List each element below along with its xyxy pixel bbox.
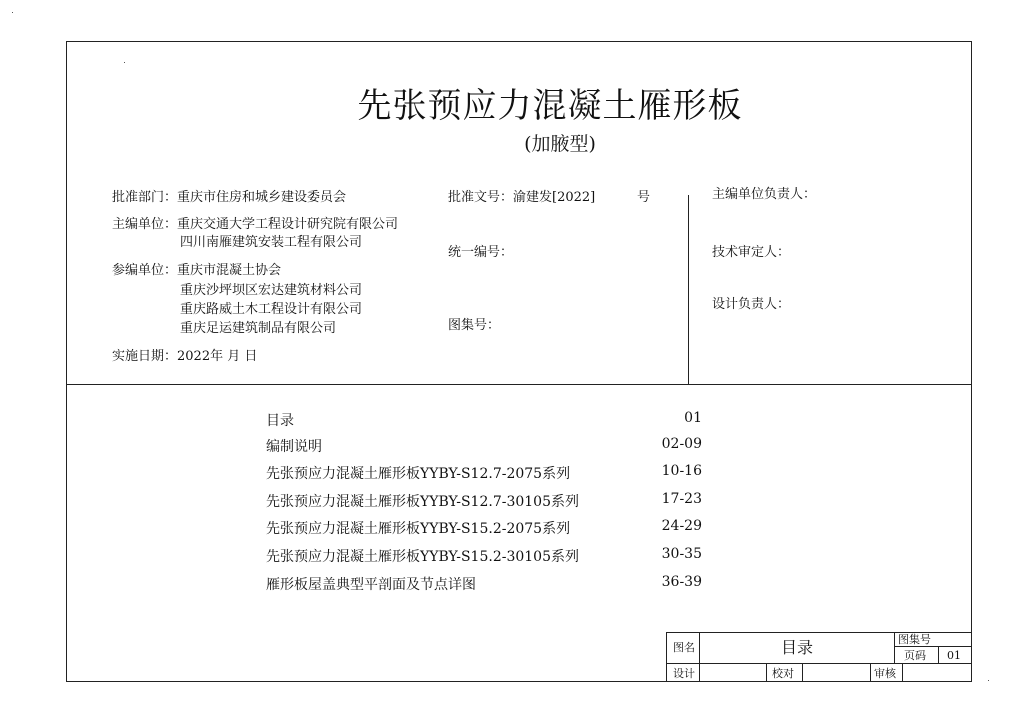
toc-item-name[interactable]: 雁形板屋盖典型平剖面及节点详图 (266, 577, 476, 593)
check-label: 校对 (772, 667, 794, 680)
toc-item-name[interactable]: 先张预应力混凝土雁形板YYBY-S15.2-2075系列 (266, 521, 571, 537)
participant-unit: 重庆沙坪坝区宏达建筑材料公司 (180, 283, 363, 298)
editor-unit: 四川南雁建筑安装工程有限公司 (180, 235, 363, 250)
toc-item-name[interactable]: 目录 (266, 413, 294, 429)
design-lead: 设计负责人： (712, 297, 791, 312)
chief-editor: 主编单位负责人： (712, 187, 817, 202)
participant-unit: 参编单位：重庆市混凝土协会 (112, 263, 282, 278)
toc-item-pages: 17-23 (661, 491, 702, 507)
toc-item-pages: 01 (684, 410, 702, 426)
atlas-number: 图集号： (448, 318, 501, 333)
page-title: 先张预应力混凝土雁形板 (357, 86, 743, 126)
toc-item-name[interactable]: 先张预应力混凝土雁形板YYBY-S12.7-30105系列 (266, 494, 579, 510)
atlas-label: 图集号 (898, 633, 931, 646)
review-label: 审核 (874, 667, 896, 680)
toc-item-name[interactable]: 先张预应力混凝土雁形板YYBY-S15.2-30105系列 (266, 549, 579, 565)
effective-date: 实施日期：2022年 月 日 (112, 349, 258, 364)
drawing-name-label: 图名 (673, 641, 695, 654)
page-label: 页码 (904, 649, 926, 662)
toc-item-name[interactable]: 编制说明 (266, 439, 322, 455)
unified-number: 统一编号： (448, 245, 514, 260)
approval-number: 批准文号：渝建发[2022] (448, 190, 596, 205)
participant-unit: 重庆路威土木工程设计有限公司 (180, 302, 363, 317)
drawing-name: 目录 (780, 638, 813, 657)
column-divider (688, 195, 689, 384)
corner-mark (12, 12, 13, 13)
toc-item-pages: 02-09 (661, 436, 702, 452)
editor-unit: 主编单位：重庆交通大学工程设计研究院有限公司 (112, 217, 399, 232)
page-subtitle: (加腋型) (524, 133, 596, 155)
technical-reviewer: 技术审定人： (712, 245, 791, 260)
participant-unit: 重庆足运建筑制品有限公司 (180, 321, 337, 336)
corner-mark (988, 680, 989, 681)
toc-item-pages: 10-16 (661, 463, 702, 479)
title-block (666, 632, 972, 682)
toc-item-name[interactable]: 先张预应力混凝土雁形板YYBY-S12.7-2075系列 (266, 466, 571, 482)
approval-dept: 批准部门：重庆市住房和城乡建设委员会 (112, 190, 347, 205)
page-value: 01 (947, 649, 961, 662)
toc-item-pages: 30-35 (661, 546, 702, 562)
toc-item-pages: 24-29 (661, 518, 702, 534)
approval-number-suffix: 号 (637, 190, 651, 205)
corner-mark (124, 62, 125, 63)
toc-item-pages: 36-39 (661, 574, 702, 590)
section-divider (67, 384, 971, 385)
design-label: 设计 (673, 667, 695, 680)
